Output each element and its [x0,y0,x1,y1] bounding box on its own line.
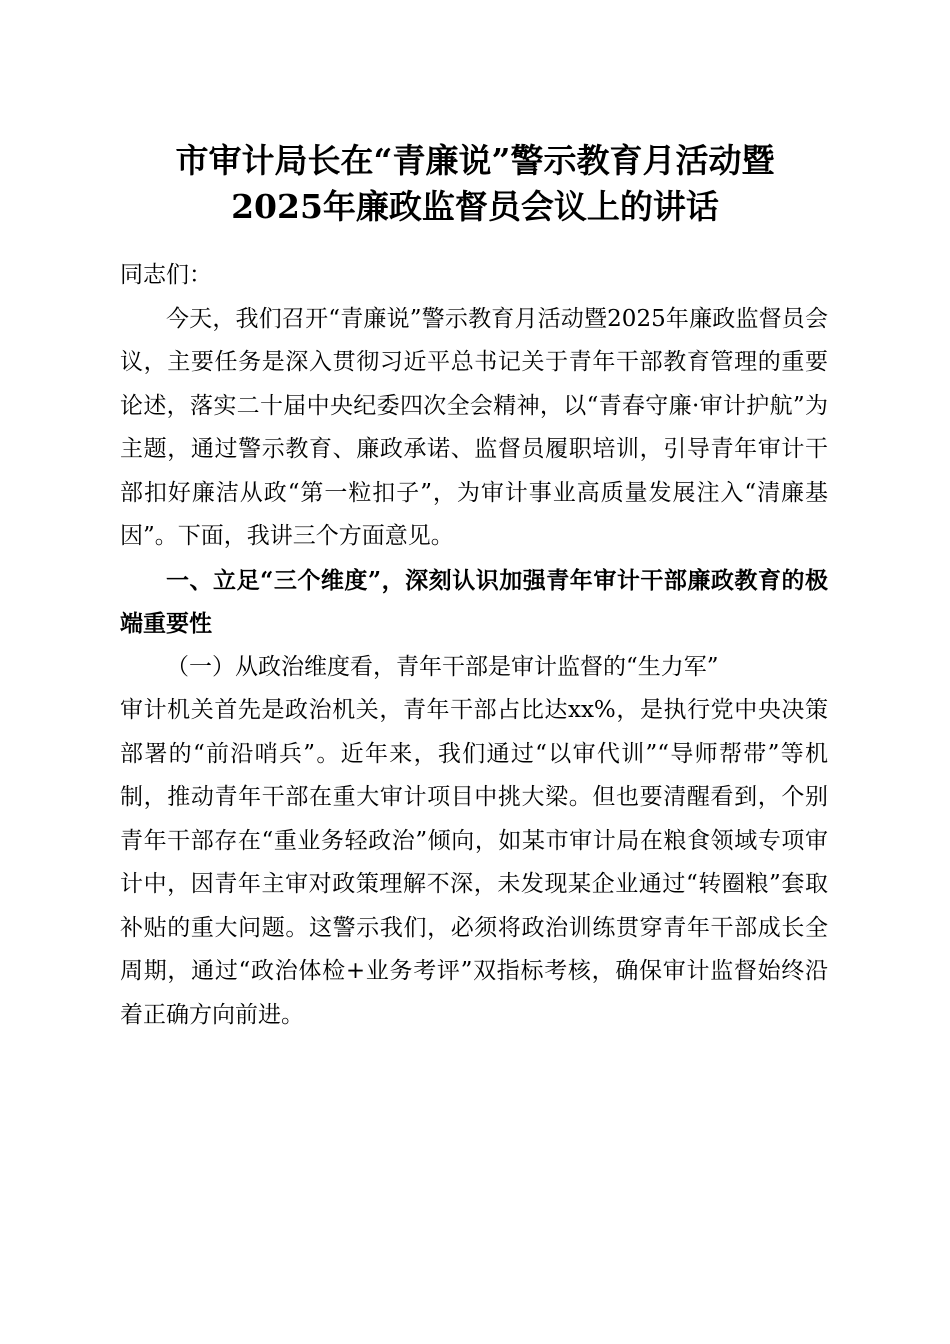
document-title [100,138,850,230]
salutation: 同志们： [120,262,212,288]
subsection-1-body: 审计机关首先是政治机关，青年干部占比达xx%，是执行党中央决策部署的“前沿哨兵”。近年来，我们通过“以审代训”“导师帮带”等机制，推动青年干部在重大审计项目中挑大梁。但也要清醒看到，个别青年干部存在“重业务轻政治”倾向，如某市审计局在粮食领域专项审计中，因青年主审对政策理解不深，未发现某企业通过“转圈粮”套取补贴的重大问题。这警示我们，必须将政治训练贯穿青年干部成长全周期，通过“政治体检+业务考评”双指标考核，确保审计监督始终沿着正确方向前进。 [120,697,828,1028]
title-line-2: 2025年廉政监督员会议上的讲话 [231,187,719,226]
document-body [120,254,828,1037]
title-line-1: 市审计局长在“青廉说”警示教育月活动暨 [175,141,775,180]
subsection-1-heading: （一）从政治维度看，青年干部是审计监督的“生力军” [166,653,719,680]
section-1-heading: 一、立足“三个维度”，深刻认识加强青年审计干部廉政教育的极端重要性 [120,566,828,637]
intro-paragraph: 今天，我们召开“青廉说”警示教育月活动暨2025年廉政监督员会议，主要任务是深入贯彻习近平总书记关于青年干部教育管理的重要论述，落实二十届中央纪委四次全会精神，以“青春守廉·审计护航”为主题，通过警示教育、廉政承诺、监督员履职培训，引导青年审计干部扣好廉洁从政“第一粒扣子”，为审计事业高质量发展注入“清廉基因”。下面，我讲三个方面意见。 [120,305,828,549]
